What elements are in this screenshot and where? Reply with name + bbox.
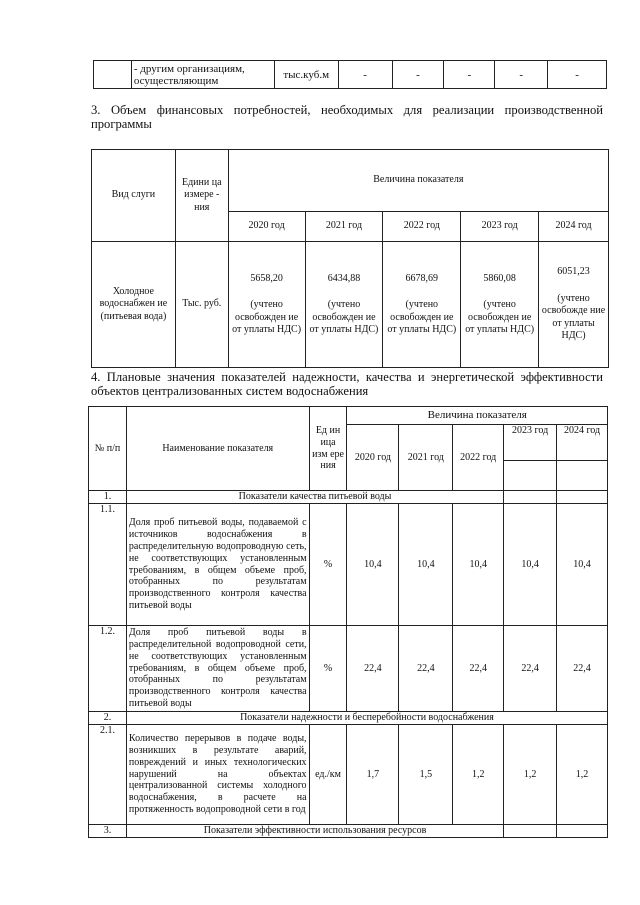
empty-cell (504, 461, 557, 491)
value-cell: 1,7 (347, 725, 399, 825)
year-header: 2022 год (383, 212, 461, 242)
value-cell: 10,4 (557, 504, 608, 626)
value-cell: 1,2 (557, 725, 608, 825)
year-header: 2020 год (228, 212, 305, 242)
value-cell (539, 242, 609, 368)
year-header: 2023 год (461, 212, 539, 242)
indicator-unit: % (309, 626, 347, 712)
group-title: Показатели качества питьевой воды (126, 491, 503, 504)
service-name: Холодное водоснабжен ие (питьевая вода) (92, 242, 176, 368)
value-cell: - (495, 61, 548, 89)
indicator-name: Доля проб питьевой воды, подаваемой с источников водоснабжения в распределительную водопроводную сеть, не соответствующих установленным требованиям, в общем объеме проб, отобранных по результатам производственного контроля качества питьевой воды (126, 504, 309, 626)
finance-table (91, 149, 609, 368)
table-row (89, 626, 608, 712)
table-row (92, 150, 609, 212)
empty-cell (557, 825, 608, 838)
note: (учтено освобожден ие от уплаты НДС) (232, 299, 302, 335)
note: (учтено освобожден ие от уплаты НДС) (465, 299, 535, 335)
value-cell: - (548, 61, 607, 89)
service-unit: Тыс. руб. (175, 242, 228, 368)
empty-cell (94, 61, 132, 89)
value: 6678,69 (405, 272, 439, 284)
empty-cell (504, 491, 557, 504)
value-cell: 10,4 (347, 504, 399, 626)
table-row (94, 61, 607, 89)
value: 6434,88 (327, 272, 361, 284)
group-num: 1. (89, 491, 127, 504)
col-service-header: Вид слуги (92, 150, 176, 242)
value-cell: - (392, 61, 444, 89)
table-row (89, 712, 608, 725)
year-header: 2023 год (504, 425, 557, 461)
value-cell: 22,4 (453, 626, 504, 712)
indicators-table (88, 406, 608, 838)
value-cell: 10,4 (453, 504, 504, 626)
note: (учтено освобожден ие от уплаты НДС) (387, 299, 457, 335)
year-header: 2021 год (305, 212, 383, 242)
value-cell: 22,4 (399, 626, 453, 712)
row-unit: тыс.куб.м (274, 61, 338, 89)
empty-cell (557, 461, 608, 491)
col-value-header: Величина показателя (228, 150, 608, 212)
indicator-name: Количество перерывов в подаче воды, возникших в результате аварий, повреждений и иных технологических нарушений на объектах централизованной системы холодного водоснабжения, в расчете на протяженность водопроводной сети в год (126, 725, 309, 825)
table-row (89, 825, 608, 838)
empty-cell (504, 825, 557, 838)
row-num: 1.1. (89, 504, 127, 626)
col-num-header: № п/п (89, 407, 127, 491)
value-cell: 1,5 (399, 725, 453, 825)
top-table (93, 60, 607, 89)
section4-heading: 4. Плановые значения показателей надежности, качества и энергетической эффективности объектов централизованных систем водоснабжения (91, 370, 603, 398)
table-row (89, 504, 608, 626)
value-cell (228, 242, 305, 368)
indicator-unit: ед./км (309, 725, 347, 825)
year-header: 2024 год (557, 425, 608, 461)
group-title: Показатели эффективности использования ресурсов (126, 825, 503, 838)
empty-cell (557, 491, 608, 504)
year-header: 2020 год (347, 425, 399, 491)
col-unit-header: Ед ин ица изм ере ния (309, 407, 347, 491)
row-num: 2.1. (89, 725, 127, 825)
value-cell: 22,4 (347, 626, 399, 712)
value-cell (383, 242, 461, 368)
value-cell: 22,4 (504, 626, 557, 712)
section3-heading: 3. Объем финансовых потребностей, необходимых для реализации производственной программы (91, 103, 603, 131)
table-row (89, 491, 608, 504)
indicator-name: Доля проб питьевой воды в распределительной водопроводной сети, не соответствующих установленным требованиям, в общем объеме проб, отобранных по результатам производственного контроля качества питьевой воды (126, 626, 309, 712)
table-row (89, 725, 608, 825)
group-num: 2. (89, 712, 127, 725)
value: 5658,20 (250, 272, 283, 284)
group-title: Показатели надежности и бесперебойности водоснабжения (126, 712, 607, 725)
table-row (92, 242, 609, 368)
note: (учтено освобожден ие от уплаты НДС) (309, 299, 379, 335)
value: 5860,08 (483, 272, 516, 284)
value-cell (305, 242, 383, 368)
note: (учтено освобожде ние от уплаты НДС) (541, 292, 606, 342)
col-value-header: Величина показателя (347, 407, 608, 425)
value-cell: 1,2 (453, 725, 504, 825)
value-cell: - (338, 61, 392, 89)
value: 6051,23 (557, 266, 590, 278)
table-row (89, 407, 608, 425)
col-unit-header: Едини ца измере - ния (175, 150, 228, 242)
group-num: 3. (89, 825, 127, 838)
year-header: 2024 год (539, 212, 609, 242)
col-name-header: Наименование показателя (126, 407, 309, 491)
year-header: 2022 год (453, 425, 504, 491)
value-cell: - (444, 61, 495, 89)
value-cell: 1,2 (504, 725, 557, 825)
row-name: - другим организациям, осуществляющим (131, 61, 274, 89)
indicator-unit: % (309, 504, 347, 626)
value-cell: 22,4 (557, 626, 608, 712)
year-header: 2021 год (399, 425, 453, 491)
value-cell: 10,4 (504, 504, 557, 626)
value-cell (461, 242, 539, 368)
row-num: 1.2. (89, 626, 127, 712)
value-cell: 10,4 (399, 504, 453, 626)
